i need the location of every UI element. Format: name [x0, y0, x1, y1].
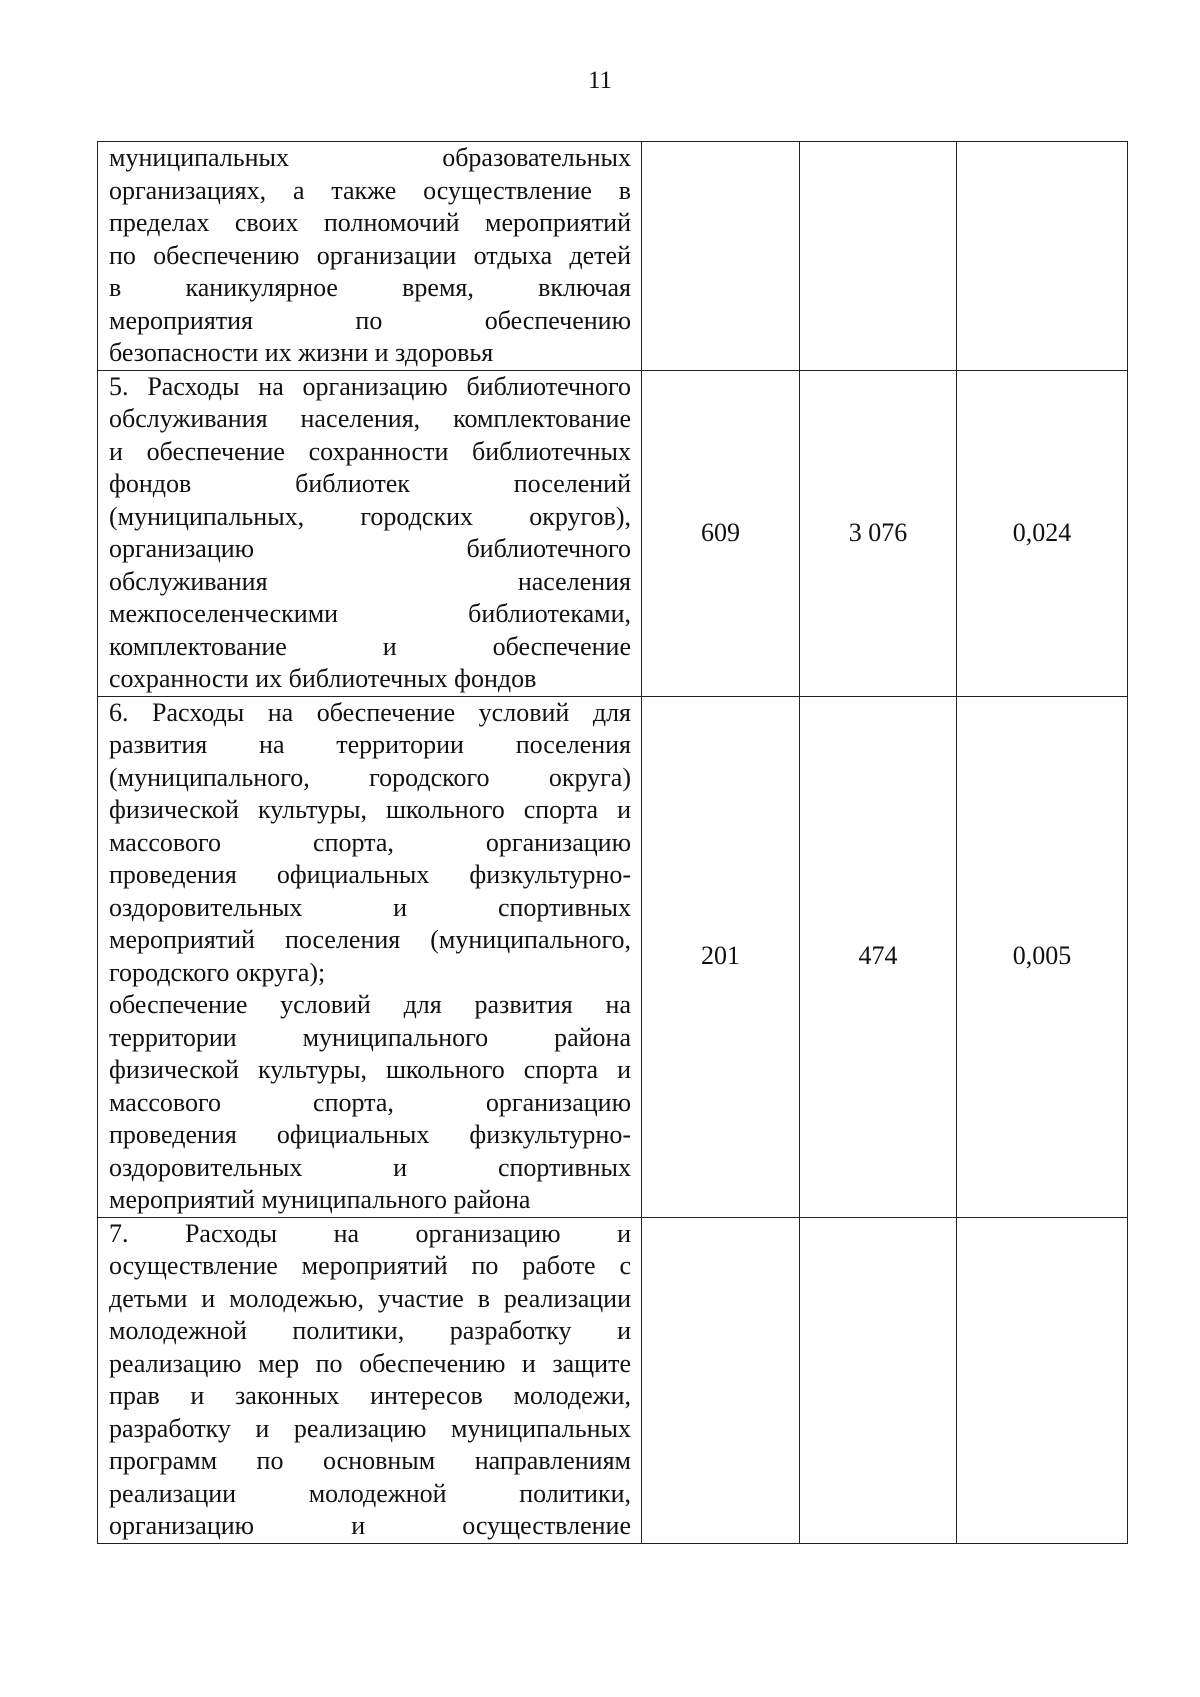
- description-line: прав и законных интересов молодежи,: [109, 1381, 631, 1410]
- description-line: обслуживания населения, комплектование: [109, 404, 631, 433]
- description-line: проведения официальных физкультурно-: [109, 1120, 631, 1149]
- description-line: по обеспечению организации отдыха детей: [109, 240, 631, 270]
- description-line: городского округа);: [109, 957, 326, 987]
- description-line: мероприятий поселения (муниципального,: [109, 925, 631, 954]
- description-line: муниципальных образовательных: [109, 143, 631, 172]
- description-line: безопасности их жизни и здоровья: [109, 338, 494, 367]
- description-line: физической культуры, школьного спорта и: [109, 795, 631, 824]
- description-line: 7. Расходы на организацию и: [109, 1218, 631, 1248]
- description-line: физической культуры, школьного спорта и: [109, 1055, 631, 1084]
- expense-description-cell: [98, 1217, 642, 1543]
- description-line: межпоселенческими библиотеками,: [109, 599, 631, 628]
- description-line: проведения официальных физкультурно-: [109, 860, 631, 889]
- value-cell-1: 201: [642, 696, 800, 1217]
- value-cell-2: 474: [800, 696, 957, 1217]
- value-cell-2: [800, 1217, 957, 1543]
- value-cell-2: [800, 142, 957, 371]
- description-line: пределах своих полномочий мероприятий: [109, 208, 631, 237]
- value-cell-3: 0,005: [957, 696, 1128, 1217]
- description-line: мероприятий муниципального района: [109, 1185, 531, 1214]
- expense-description-cell: [98, 696, 642, 1217]
- description-line: в каникулярное время, включая: [109, 273, 631, 302]
- description-line: молодежной политики, разработку и: [109, 1316, 631, 1345]
- value-cell-1: [642, 142, 800, 371]
- value-cell-3: [957, 1217, 1128, 1543]
- description-line: массового спорта, организацию: [109, 827, 631, 857]
- description-line: детьми и молодежью, участие в реализации: [109, 1283, 631, 1313]
- table-row: [98, 696, 1128, 1217]
- description-line: организацию и осуществление: [109, 1511, 631, 1540]
- description-line: организацию библиотечного: [109, 534, 631, 563]
- value-cell-2: 3 076: [800, 370, 957, 696]
- description-line: обслуживания населения: [109, 566, 631, 596]
- description-line: оздоровительных и спортивных: [109, 1152, 631, 1182]
- description-line: обеспечение условий для развития на: [109, 990, 631, 1019]
- value-cell-3: [957, 142, 1128, 371]
- expense-description-cell: [98, 370, 642, 696]
- description-line: оздоровительных и спортивных: [109, 892, 631, 922]
- description-line: 6. Расходы на обеспечение условий для: [109, 697, 631, 727]
- expense-description-cell: [98, 142, 642, 371]
- description-line: осуществление мероприятий по работе с: [109, 1251, 631, 1280]
- budget-table: [97, 141, 1128, 1544]
- description-line: территории муниципального района: [109, 1022, 631, 1052]
- description-line: мероприятия по обеспечению: [109, 305, 631, 335]
- page-number: 11: [587, 67, 613, 94]
- description-line: программ по основным направлениям: [109, 1446, 631, 1475]
- description-line: реализацию мер по обеспечению и защите: [109, 1348, 631, 1378]
- description-line: реализации молодежной политики,: [109, 1478, 631, 1508]
- description-line: (муниципальных, городских округов),: [109, 501, 631, 531]
- description-line: развития на территории поселения: [109, 730, 631, 759]
- value-cell-1: 609: [642, 370, 800, 696]
- description-line: разработку и реализацию муниципальных: [109, 1413, 631, 1443]
- description-line: организациях, а также осуществление в: [109, 175, 631, 205]
- description-line: массового спорта, организацию: [109, 1087, 631, 1117]
- table-row: [98, 370, 1128, 696]
- description-line: сохранности их библиотечных фондов: [109, 664, 537, 693]
- value-cell-3: 0,024: [957, 370, 1128, 696]
- description-line: 5. Расходы на организацию библиотечного: [109, 371, 631, 401]
- description-line: и обеспечение сохранности библиотечных: [109, 436, 631, 466]
- description-line: фондов библиотек поселений: [109, 469, 631, 498]
- description-line: (муниципального, городского округа): [109, 762, 631, 792]
- description-line: комплектование и обеспечение: [109, 631, 631, 661]
- table-row: [98, 1217, 1128, 1543]
- value-cell-1: [642, 1217, 800, 1543]
- table-row: [98, 142, 1128, 371]
